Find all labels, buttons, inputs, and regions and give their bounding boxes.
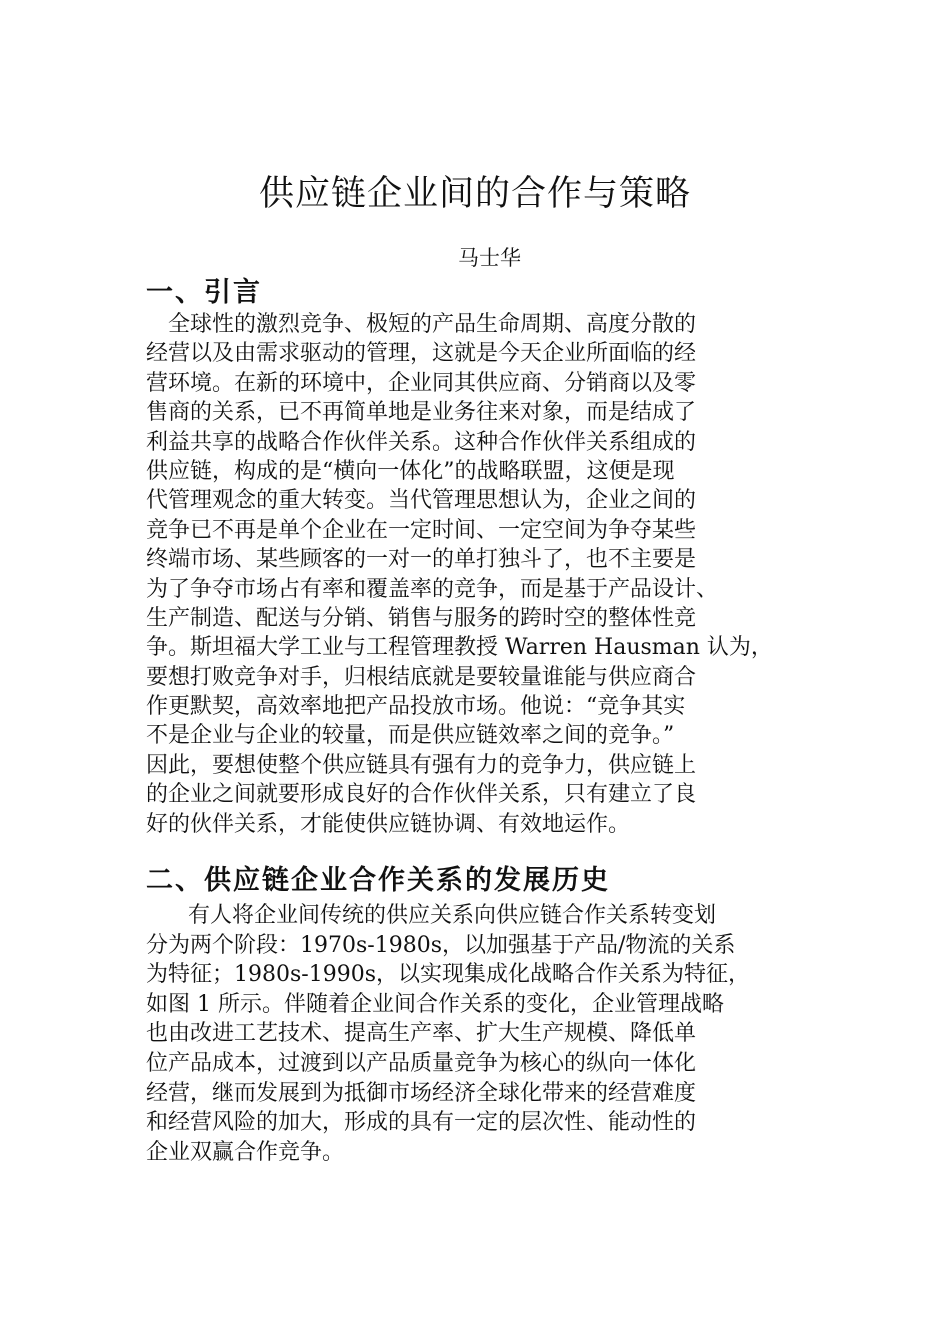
- section-heading-history: 二、供应链企业合作关系的发展历史: [146, 865, 610, 896]
- text-line: 经营以及由需求驱动的管理，这就是今天企业所面临的经: [146, 341, 697, 367]
- section-heading-introduction: 一、引言: [146, 277, 262, 308]
- text-line: 企业双赢合作竞争。: [146, 1139, 345, 1165]
- section-body-history: [146, 901, 806, 1167]
- document-author: 马士华: [458, 246, 521, 270]
- text-line: 售商的关系，已不再简单地是业务往来对象，而是结成了: [146, 400, 697, 426]
- text-line: 和经营风险的加大，形成的具有一定的层次性、能动性的: [146, 1110, 697, 1136]
- section-body-introduction: [146, 310, 806, 839]
- text-line: 的企业之间就要形成良好的合作伙伴关系，只有建立了良: [146, 782, 697, 808]
- text-line: 经营，继而发展到为抵御市场经济全球化带来的经营难度: [146, 1080, 697, 1106]
- text-line: 利益共享的战略合作伙伴关系。这种合作伙伴关系组成的: [146, 429, 697, 455]
- text-line: 如图 1 所示。伴随着企业间合作关系的变化，企业管理战略: [146, 991, 724, 1017]
- text-line: 因此，要想使整个供应链具有强有力的竞争力，供应链上: [146, 752, 697, 778]
- text-line: 生产制造、配送与分销、销售与服务的跨时空的整体性竞: [146, 605, 697, 631]
- text-line: 不是企业与企业的较量，而是供应链效率之间的竞争。”: [146, 723, 675, 749]
- text-line: 竞争已不再是单个企业在一定时间、一定空间为争夺某些: [146, 517, 697, 543]
- text-line: 有人将企业间传统的供应关系向供应链合作关系转变划: [188, 903, 717, 928]
- text-line: 要想打败竞争对手，归根结底就是要较量谁能与供应商合: [146, 664, 697, 690]
- text-line: 分为两个阶段：1970s-1980s，以加强基于产品/物流的关系: [146, 932, 736, 958]
- text-line: 代管理观念的重大转变。当代管理思想认为，企业之间的: [146, 488, 697, 514]
- text-line: 位产品成本，过渡到以产品质量竞争为核心的纵向一体化: [146, 1050, 697, 1076]
- text-line: 营环境。在新的环境中，企业同其供应商、分销商以及零: [146, 370, 697, 396]
- text-line: 终端市场、某些顾客的一对一的单打独斗了，也不主要是: [146, 547, 697, 573]
- document-title: 供应链企业间的合作与策略: [258, 174, 691, 214]
- text-line: 为特征；1980s-1990s，以实现集成化战略合作关系为特征，: [146, 962, 750, 988]
- text-line: 好的伙伴关系，才能使供应链协调、有效地运作。: [146, 811, 631, 837]
- text-line: 也由改进工艺技术、提高生产率、扩大生产规模、降低单: [146, 1021, 697, 1047]
- text-line: 供应链，构成的是“横向一体化”的战略联盟，这便是现: [146, 458, 675, 484]
- text-line: 争。斯坦福大学工业与工程管理教授 Warren Hausman 认为，: [146, 635, 773, 661]
- text-line: 作更默契，高效率地把产品投放市场。他说：“竞争其实: [146, 694, 686, 720]
- text-line: 为了争夺市场占有率和覆盖率的竞争，而是基于产品设计、: [146, 576, 719, 602]
- text-line: 全球性的激烈竞争、极短的产品生命周期、高度分散的: [146, 312, 697, 337]
